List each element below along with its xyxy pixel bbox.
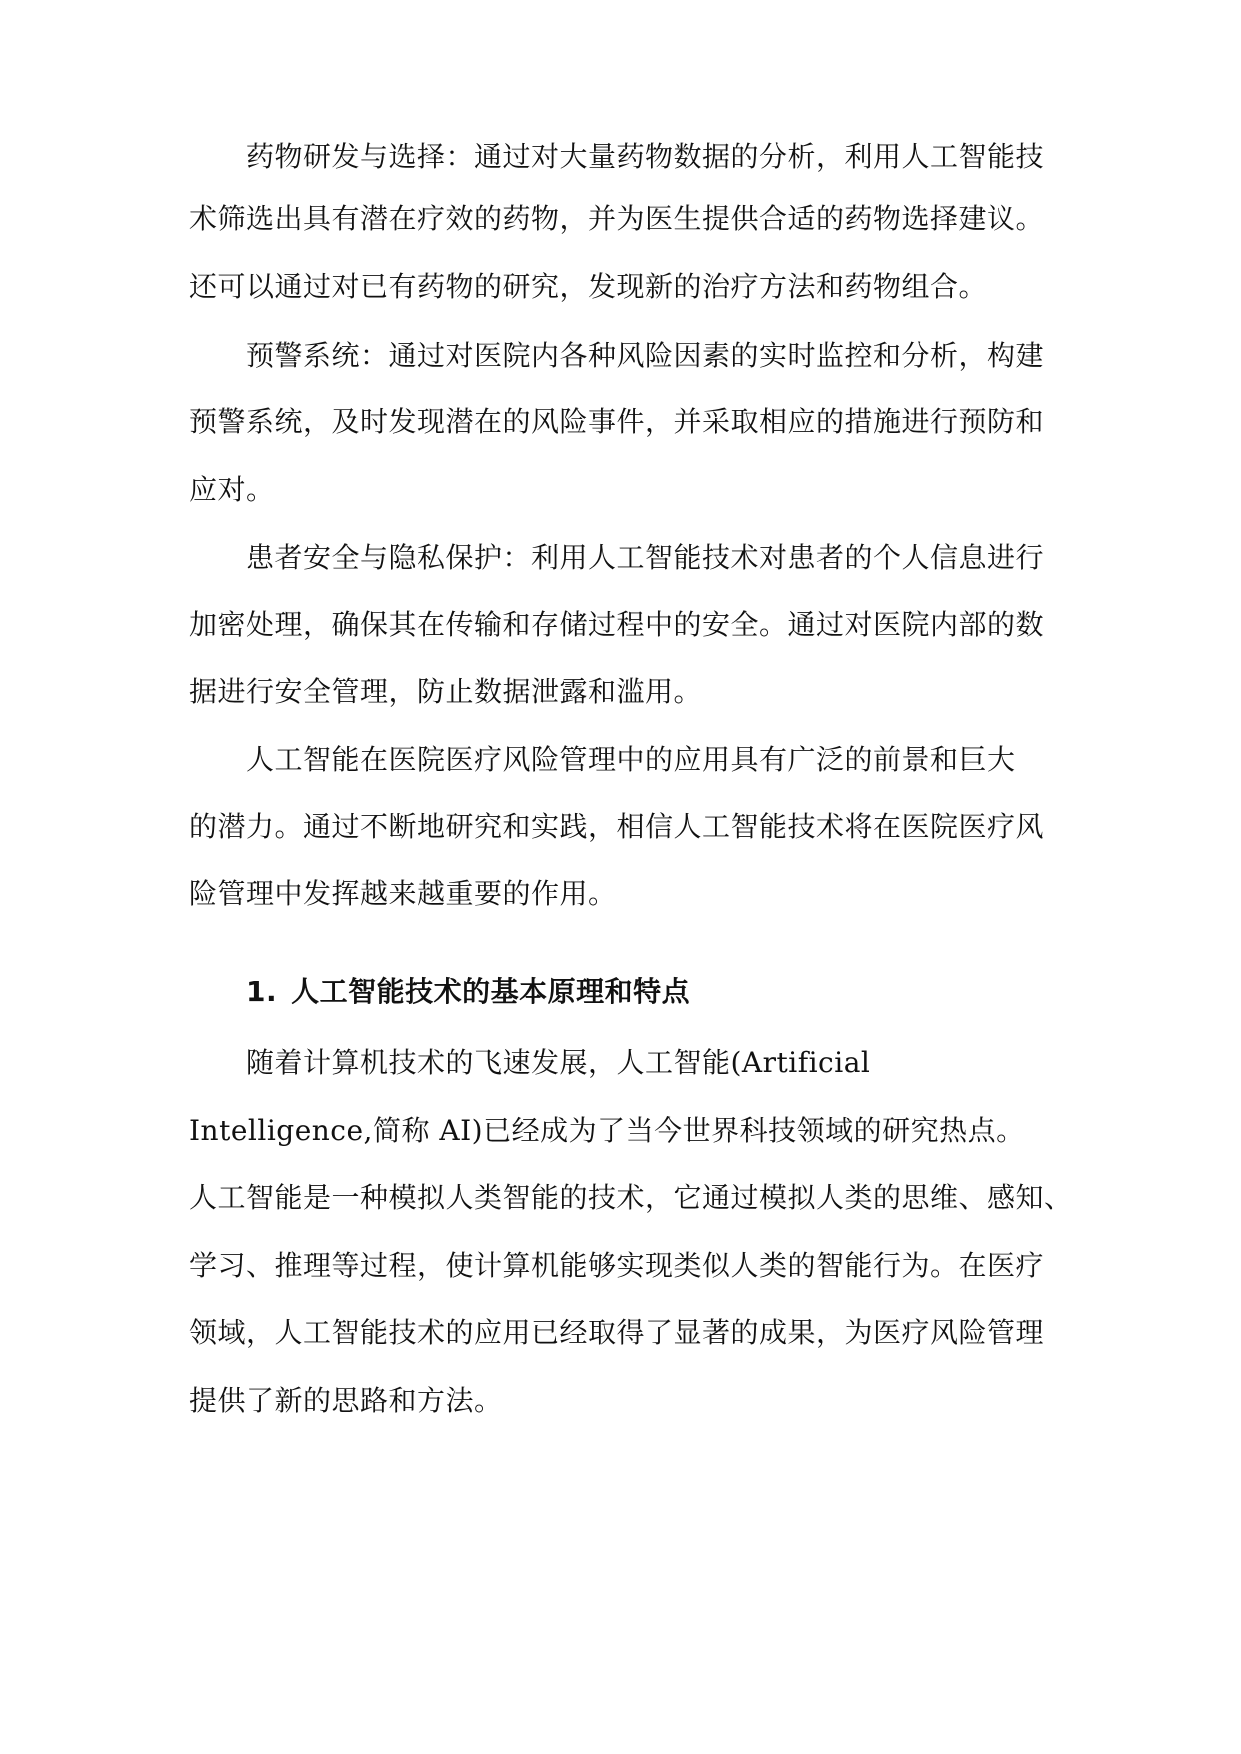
paragraph-3-line-1: 患者安全与隐私保护：利用人工智能技术对患者的个人信息进行 [246,541,1045,574]
section-paragraph-line-4: 学习、推理等过程，使计算机能够实现类似人类的智能行为。在医疗 [189,1249,1045,1282]
paragraph-4-line-1: 人工智能在医院医疗风险管理中的应用具有广泛的前景和巨大 [246,743,1016,776]
section-paragraph-line-5: 领域，人工智能技术的应用已经取得了显著的成果，为医疗风险管理 [189,1316,1045,1349]
paragraph-3-line-2: 加密处理，确保其在传输和存储过程中的安全。通过对医院内部的数 [189,608,1045,641]
paragraph-1-line-3: 还可以通过对已有药物的研究，发现新的治疗方法和药物组合。 [189,270,988,303]
paragraph-1-line-1: 药物研发与选择：通过对大量药物数据的分析，利用人工智能技 [246,140,1045,173]
section-heading [246,972,1066,1012]
paragraph-4-line-3: 险管理中发挥越来越重要的作用。 [189,877,617,910]
paragraph-4-line-2: 的潜力。通过不断地研究和实践，相信人工智能技术将在医院医疗风 [189,810,1045,843]
paragraph-1-line-2: 术筛选出具有潜在疗效的药物，并为医生提供合适的药物选择建议。 [189,202,1045,235]
paragraph-2-line-3: 应对。 [189,473,275,506]
paragraph-2-line-2: 预警系统，及时发现潜在的风险事件，并采取相应的措施进行预防和 [189,405,1045,438]
section-number: 1. [246,975,278,1008]
section-title: 人工智能技术的基本原理和特点 [291,975,691,1008]
section-paragraph-line-2: Intelligence,简称 AI)已经成为了当今世界科技领域的研究热点。 [189,1114,1025,1147]
section-paragraph-line-1: 随着计算机技术的飞速发展，人工智能(Artificial [246,1046,871,1079]
section-paragraph-line-6: 提供了新的思路和方法。 [189,1384,503,1417]
section-paragraph-line-3: 人工智能是一种模拟人类智能的技术，它通过模拟人类的思维、感知、 [189,1181,1073,1214]
paragraph-2-line-1: 预警系统：通过对医院内各种风险因素的实时监控和分析，构建 [246,339,1045,372]
paragraph-3-line-3: 据进行安全管理，防止数据泄露和滥用。 [189,675,703,708]
